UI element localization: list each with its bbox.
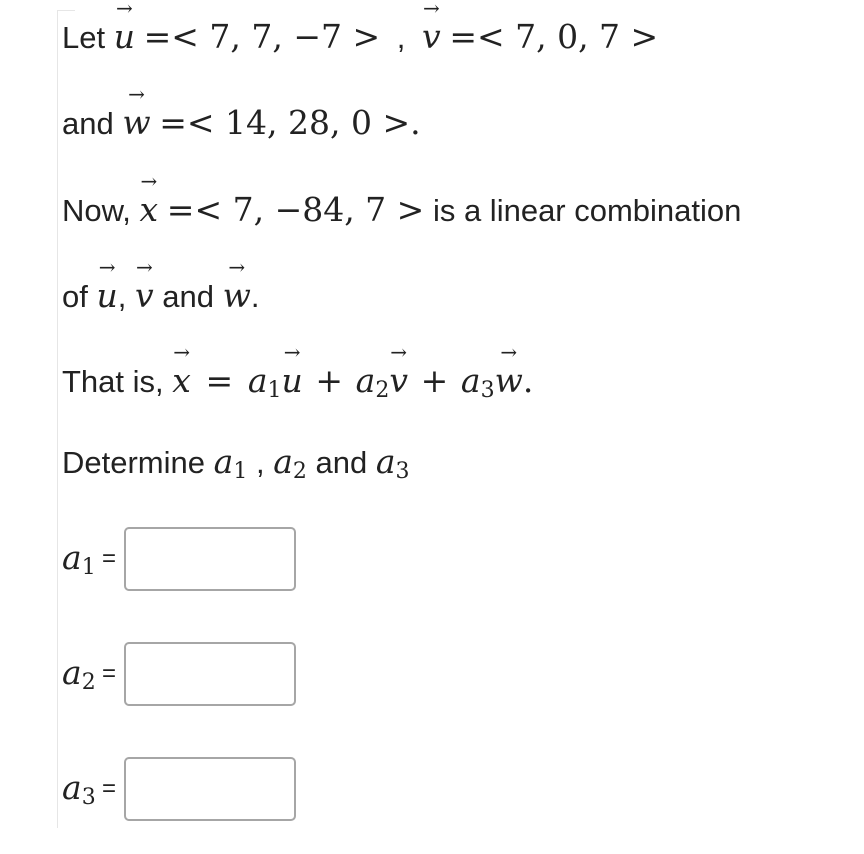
answer-equals: = xyxy=(102,545,117,572)
vector-v-value: =< 7, 0, 7 > xyxy=(449,17,659,56)
answer-label-letter: a xyxy=(62,768,82,807)
vector-w-line xyxy=(62,103,421,144)
vector-w-symbol: → w xyxy=(495,361,523,401)
answer-label-sub: 1 xyxy=(81,555,96,580)
answer-label-a1 xyxy=(62,538,102,580)
of-text: of xyxy=(62,279,88,314)
and-text: and xyxy=(62,106,114,141)
vector-u-symbol: → u xyxy=(96,276,117,316)
equation-line xyxy=(62,361,533,411)
answer-label-letter: a xyxy=(62,653,82,692)
coef-a2-sub: 2 xyxy=(375,378,390,403)
answer-label-sub: 3 xyxy=(81,785,96,810)
determine-text: Determine xyxy=(62,445,205,480)
and-text: and xyxy=(315,445,368,480)
answer-label-sub: 2 xyxy=(81,670,96,695)
answer-row-a2 xyxy=(62,639,296,709)
answer-label-a2 xyxy=(62,653,102,695)
answer-input-a2[interactable] xyxy=(124,642,296,706)
vectors-u-v-line xyxy=(62,17,658,58)
coef-a1: a xyxy=(213,442,234,481)
vector-u-symbol: → u xyxy=(114,17,135,57)
vector-x-symbol: → x xyxy=(140,190,159,230)
vector-u-symbol: → u xyxy=(282,361,303,401)
vector-v-symbol: → v xyxy=(389,361,408,401)
now-text: Now, xyxy=(62,193,131,228)
coef-a2: a xyxy=(273,442,293,481)
top-border-tick xyxy=(57,10,75,11)
left-border xyxy=(57,10,58,828)
period: . xyxy=(250,279,260,314)
coef-a3: a xyxy=(460,361,481,400)
answer-label-letter: a xyxy=(62,538,82,577)
plus-sign: + xyxy=(420,361,449,400)
answer-row-a3 xyxy=(62,754,296,824)
answer-label-a3 xyxy=(62,768,102,810)
separator-comma: , xyxy=(396,20,406,55)
coef-a2-sub: 2 xyxy=(292,459,307,484)
answer-input-a1[interactable] xyxy=(124,527,296,591)
vector-w-value: =< 14, 28, 0 >. xyxy=(159,103,421,142)
answer-equals: = xyxy=(102,660,117,687)
and-text: and xyxy=(162,279,215,314)
linear-combination-text: is a linear combination xyxy=(432,193,742,228)
coef-a1: a xyxy=(247,361,268,400)
coef-a1-sub: 1 xyxy=(267,378,282,403)
comma: , xyxy=(255,445,265,480)
equals-sign: = xyxy=(205,361,234,400)
vector-v-symbol: → v xyxy=(135,276,154,316)
answer-input-a3[interactable] xyxy=(124,757,296,821)
answer-equals: = xyxy=(102,775,117,802)
determine-line xyxy=(62,442,410,492)
coef-a1-sub: 1 xyxy=(233,459,248,484)
vector-v-symbol: → v xyxy=(422,17,441,57)
period: . xyxy=(522,361,534,400)
vector-x-value: =< 7, −84, 7 > xyxy=(166,190,425,229)
vector-w-symbol: → w xyxy=(223,276,251,316)
vector-x-symbol: → x xyxy=(172,361,191,401)
coef-a3-sub: 3 xyxy=(395,459,410,484)
coef-a3-sub: 3 xyxy=(480,378,495,403)
comma: , xyxy=(117,279,127,314)
coef-a2: a xyxy=(355,361,376,400)
of-vectors-line xyxy=(62,276,260,317)
plus-sign: + xyxy=(315,361,344,400)
vector-x-line xyxy=(62,190,741,231)
let-text: Let xyxy=(62,20,106,55)
coef-a3: a xyxy=(375,442,396,481)
answer-row-a1 xyxy=(62,524,296,594)
that-is-text: That is, xyxy=(62,364,164,399)
vector-u-value: =< 7, 7, −7 > xyxy=(143,17,381,56)
vector-w-symbol: → w xyxy=(122,103,150,143)
